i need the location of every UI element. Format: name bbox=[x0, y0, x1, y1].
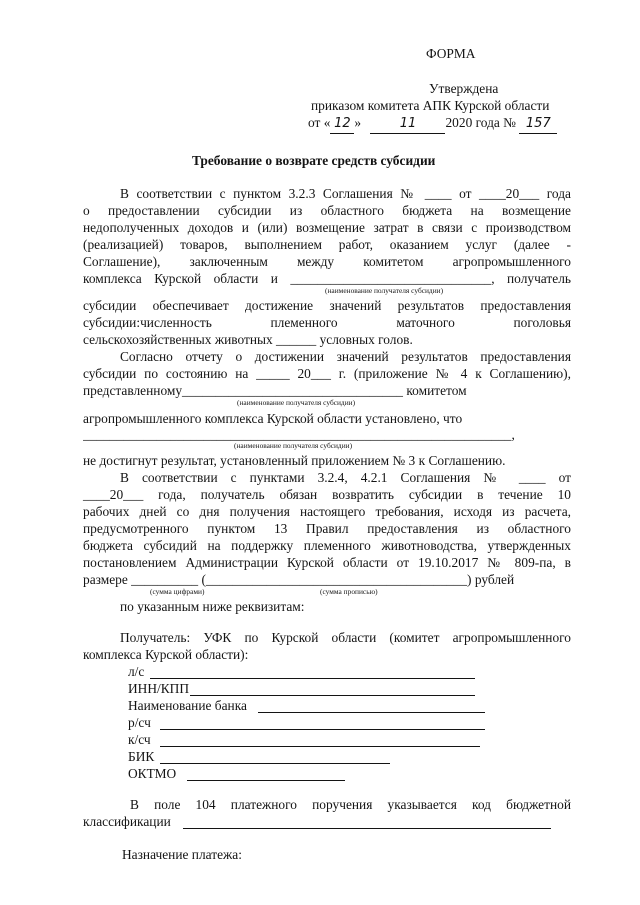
form-label: ФОРМА bbox=[426, 46, 476, 61]
budget-classification-line bbox=[183, 828, 551, 829]
paragraph-line: комплекса Курской области и ______________________________, получатель bbox=[83, 271, 571, 286]
requisite-label: р/сч bbox=[128, 715, 151, 730]
requisite-ls bbox=[128, 663, 144, 681]
paragraph-line: В соответствии с пунктами 3.2.4, 4.2.1 Соглашения № ____ от bbox=[120, 470, 571, 485]
paragraph-line: по указанным ниже реквизитам: bbox=[120, 599, 305, 614]
approval-month: 11 bbox=[399, 116, 417, 131]
requisite-rs bbox=[128, 714, 151, 732]
approval-line-1: Утверждена bbox=[429, 81, 499, 96]
recipient-line: Получатель: УФК по Курской области (комитет агропромышленного bbox=[120, 630, 571, 645]
payment-purpose-label: Назначение платежа: bbox=[122, 847, 242, 862]
requisite-bank-name bbox=[128, 697, 247, 715]
paragraph-line: размере __________ (_______________________________________) рублей bbox=[83, 572, 515, 587]
requisite-label: л/с bbox=[128, 664, 145, 679]
paragraph-line: (реализацией) товаров, выполнением работ, оказанием услуг (далее - bbox=[83, 237, 571, 252]
requisite-rs-line bbox=[160, 729, 485, 730]
requisite-label: ОКТМО bbox=[128, 766, 177, 781]
paragraph-line: В соответствии с пунктом 3.2.3 Соглашения № ____ от ____20___ года bbox=[120, 186, 571, 201]
requisite-oktmo-line bbox=[187, 780, 345, 781]
paragraph-line: не достигнут результат, установленный приложением № 3 к Соглашению. bbox=[83, 453, 506, 468]
paragraph-line: постановлением Администрации Курской области от 19.10.2017 № 809-па, в bbox=[83, 555, 571, 570]
requisite-label: БИК bbox=[128, 749, 155, 764]
requisite-inn-kpp-line bbox=[190, 695, 475, 696]
approval-close-quote: » bbox=[354, 115, 362, 130]
requisite-inn-kpp bbox=[128, 680, 189, 698]
caption-recipient-name: (наименование получателя субсидии) bbox=[325, 286, 444, 295]
paragraph-line: ____20___ года, получатель обязан возвратить субсидии в течение 10 bbox=[83, 487, 571, 502]
paragraph-line: агропромышленного комплекса Курской области установлено, что bbox=[83, 411, 463, 426]
approval-line-3 bbox=[308, 114, 557, 134]
requisite-oktmo bbox=[128, 765, 176, 783]
approval-number: 157 bbox=[525, 116, 551, 131]
requisite-ks-line bbox=[160, 746, 480, 747]
requisite-ls-line bbox=[150, 678, 475, 679]
requisite-label: Наименование банка bbox=[128, 698, 247, 713]
requisite-ks bbox=[128, 731, 151, 749]
requisite-bik bbox=[128, 748, 154, 766]
paragraph-line: субсидии по состоянию на _____ 20___ г. (приложение № 4 к Соглашению), bbox=[83, 366, 571, 381]
paragraph-line: недополученных доходов и (или) возмещение затрат в связи с производством bbox=[83, 220, 571, 235]
paragraph-line: классификации bbox=[83, 814, 171, 829]
approval-date-prefix: от « bbox=[308, 115, 331, 130]
requisite-label: к/сч bbox=[128, 732, 151, 747]
paragraph-line: о предоставлении субсидии из областного бюджета на возмещение bbox=[83, 203, 571, 218]
paragraph-line: рабочих дней со дня получения настоящего требования, исходя из расчета, bbox=[83, 504, 571, 519]
caption-sum-words: (сумма прописью) bbox=[320, 587, 378, 596]
paragraph-line: бюджета субсидий на поддержку племенного животноводства, утвержденных bbox=[83, 538, 571, 553]
document-title: Требование о возврате средств субсидии bbox=[192, 153, 436, 168]
paragraph-line: представленному_________________________________ комитетом bbox=[83, 383, 467, 398]
paragraph-line: субсидии:численность племенного маточного поголовья bbox=[83, 315, 571, 330]
paragraph-line: предусмотренного пунктом 13 Правил предоставления из областного bbox=[83, 521, 571, 536]
paragraph-line: Согласно отчету о достижении значений результатов предоставления bbox=[120, 349, 571, 364]
requisite-bik-line bbox=[160, 763, 390, 764]
requisite-label: ИНН/КПП bbox=[128, 681, 190, 696]
caption-recipient-name: (наименование получателя субсидии) bbox=[234, 441, 353, 450]
requisite-bank-name-line bbox=[258, 712, 485, 713]
approval-line-2: приказом комитета АПК Курской области bbox=[311, 98, 550, 113]
paragraph-line: субсидии обеспечивает достижение значений результатов предоставления bbox=[83, 298, 571, 313]
paragraph-line: Соглашение), заключенным между комитетом агропромышленного bbox=[83, 254, 571, 269]
approval-year: 2020 года № bbox=[445, 115, 516, 130]
caption-recipient-name: (наименование получателя субсидии) bbox=[237, 398, 356, 407]
approval-day: 12 bbox=[334, 116, 351, 131]
paragraph-line: сельскохозяйственных животных ______ условных голов. bbox=[83, 332, 413, 347]
caption-sum-digits: (сумма цифрами) bbox=[150, 587, 205, 596]
paragraph-line: В поле 104 платежного поручения указывается код бюджетной bbox=[130, 797, 571, 812]
paragraph-line: ________________________________________________________________, bbox=[83, 427, 515, 442]
recipient-line: комплекса Курской области): bbox=[83, 647, 249, 662]
